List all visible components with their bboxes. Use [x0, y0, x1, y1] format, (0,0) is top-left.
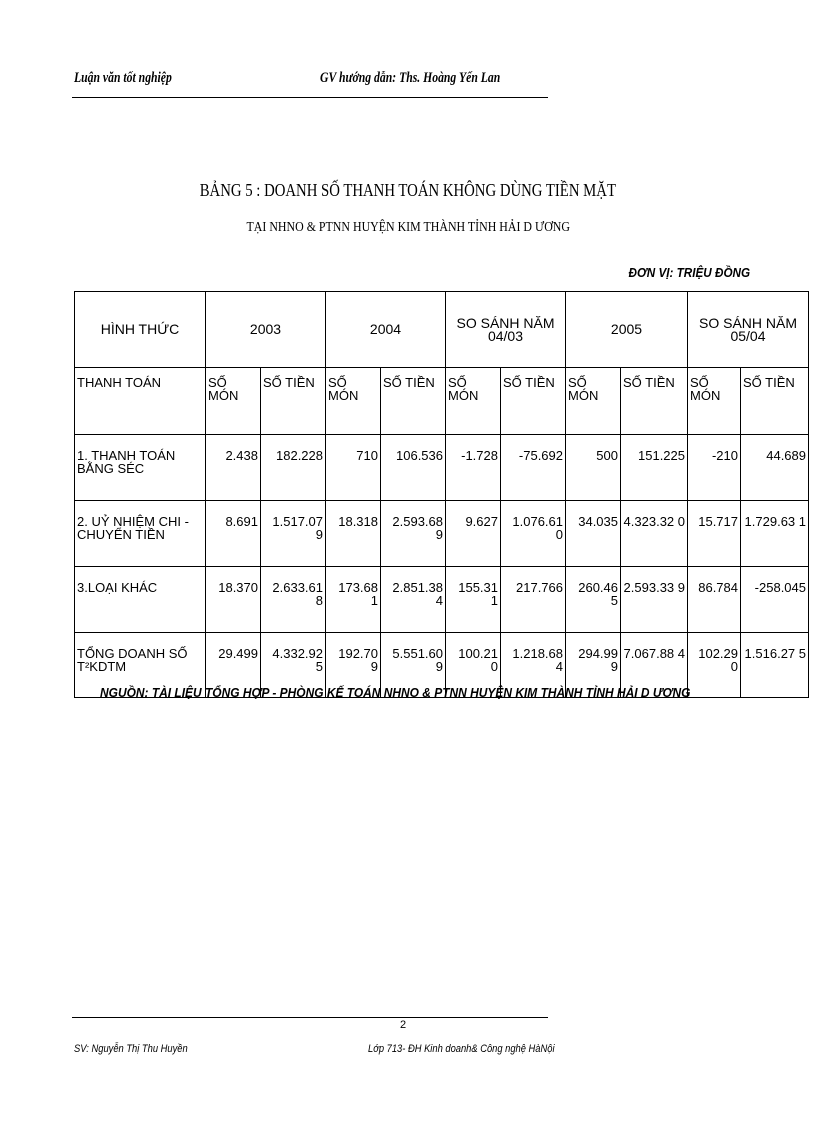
header-2003: 2003: [206, 292, 326, 368]
table-row: [75, 435, 809, 501]
footer-class: Lớp 713- ĐH Kinh doanh& Công nghệ HàNội: [368, 1043, 555, 1055]
cell-2004-amount: 2.851.38 4: [381, 567, 446, 633]
cell-2005-amount: 2.593.33 9: [621, 567, 688, 633]
table-header-row-1: [75, 292, 809, 368]
header-amount: SỐ TIỀN: [381, 368, 446, 435]
cell-cmp0403-amount: 1.218.68 4: [501, 633, 566, 698]
unit-label: ĐƠN VỊ: TRIỆU ĐỒNG: [628, 265, 750, 280]
row-label: 1. THANH TOÁN BẰNG SÉC: [75, 435, 206, 501]
cell-cmp0504-count: 15.717: [688, 501, 741, 567]
header-compare-05-04: SO SÁNH NĂM 05/04: [688, 292, 809, 368]
cell-2004-count: 18.318: [326, 501, 381, 567]
header-payment: THANH TOÁN: [75, 368, 206, 435]
header-count: SỐ MÓN: [566, 368, 621, 435]
cell-2003-amount: 1.517.07 9: [261, 501, 326, 567]
cell-2005-amount: 7.067.88 4: [621, 633, 688, 698]
header-count: SỐ MÓN: [326, 368, 381, 435]
row-label: TỔNG DOANH SỐ T²KDTM: [75, 633, 206, 698]
cell-cmp0504-amount: 1.516.27 5: [741, 633, 809, 698]
cell-2003-count: 18.370: [206, 567, 261, 633]
cell-cmp0504-count: -210: [688, 435, 741, 501]
cell-2004-count: 710: [326, 435, 381, 501]
page-number: 2: [400, 1019, 407, 1031]
header-right-text: GV hướng dẫn: Ths. Hoàng Yến Lan: [320, 70, 501, 86]
cell-2005-count: 260.46 5: [566, 567, 621, 633]
cell-cmp0403-count: 9.627: [446, 501, 501, 567]
header-left-text: Luận văn tốt nghiệp: [74, 70, 172, 86]
header-2004: 2004: [326, 292, 446, 368]
header-compare-04-03: SO SÁNH NĂM 04/03: [446, 292, 566, 368]
cell-2003-count: 29.499: [206, 633, 261, 698]
cell-cmp0403-count: -1.728: [446, 435, 501, 501]
cell-2003-amount: 2.633.61 8: [261, 567, 326, 633]
cell-2004-count: 192.70 9: [326, 633, 381, 698]
header-rule: [72, 97, 548, 98]
header-form: HÌNH THỨC: [75, 292, 206, 368]
cell-2004-amount: 2.593.68 9: [381, 501, 446, 567]
cell-2003-count: 2.438: [206, 435, 261, 501]
cell-2004-amount: 106.536: [381, 435, 446, 501]
header-amount: SỐ TIỀN: [621, 368, 688, 435]
header-amount: SỐ TIỀN: [501, 368, 566, 435]
footer-student: SV: Nguyễn Thị Thu Huyền: [74, 1043, 188, 1055]
cell-cmp0504-amount: 1.729.63 1: [741, 501, 809, 567]
cell-2005-amount: 151.225: [621, 435, 688, 501]
cell-cmp0403-count: 155.31 1: [446, 567, 501, 633]
cell-2005-count: 500: [566, 435, 621, 501]
cell-cmp0504-amount: 44.689: [741, 435, 809, 501]
cell-2003-amount: 4.332.92 5: [261, 633, 326, 698]
footer-rule: [72, 1017, 548, 1018]
payment-table: [74, 291, 809, 698]
row-label: 3.LOẠI KHÁC: [75, 567, 206, 633]
cell-2005-amount: 4.323.32 0: [621, 501, 688, 567]
header-count: SỐ MÓN: [688, 368, 741, 435]
source-note: NGUỒN: TÀI LIỆU TỔNG HỢP - PHÒNG KẾ TOÁN NHNO & PTNN HUYỆN KIM THÀNH TỈNH HẢI D ƯƠNG: [100, 685, 691, 700]
cell-2003-amount: 182.228: [261, 435, 326, 501]
header-amount: SỐ TIỀN: [741, 368, 809, 435]
cell-2004-count: 173.68 1: [326, 567, 381, 633]
row-label: 2. UỶ NHIỆM CHI - CHUYỂN TIỀN: [75, 501, 206, 567]
cell-cmp0403-amount: 1.076.61 0: [501, 501, 566, 567]
cell-cmp0403-amount: -75.692: [501, 435, 566, 501]
cell-cmp0504-count: 86.784: [688, 567, 741, 633]
cell-2003-count: 8.691: [206, 501, 261, 567]
table-row: [75, 567, 809, 633]
cell-2004-amount: 5.551.60 9: [381, 633, 446, 698]
cell-cmp0504-amount: -258.045: [741, 567, 809, 633]
header-2005: 2005: [566, 292, 688, 368]
cell-cmp0403-count: 100.21 0: [446, 633, 501, 698]
table-subtitle: TẠI NHNO & PTNN HUYỆN KIM THÀNH TỈNH HẢI D ƯƠNG: [246, 220, 570, 235]
table-title: BẢNG 5 : DOANH SỐ THANH TOÁN KHÔNG DÙNG TIỀN MẶT: [199, 180, 617, 200]
cell-cmp0504-count: 102.29 0: [688, 633, 741, 698]
cell-cmp0403-amount: 217.766: [501, 567, 566, 633]
table-row: [75, 501, 809, 567]
header-count: SỐ MÓN: [446, 368, 501, 435]
header-count: SỐ MÓN: [206, 368, 261, 435]
cell-2005-count: 294.99 9: [566, 633, 621, 698]
cell-2005-count: 34.035: [566, 501, 621, 567]
table-header-row-2: [75, 368, 809, 435]
header-amount: SỐ TIỀN: [261, 368, 326, 435]
